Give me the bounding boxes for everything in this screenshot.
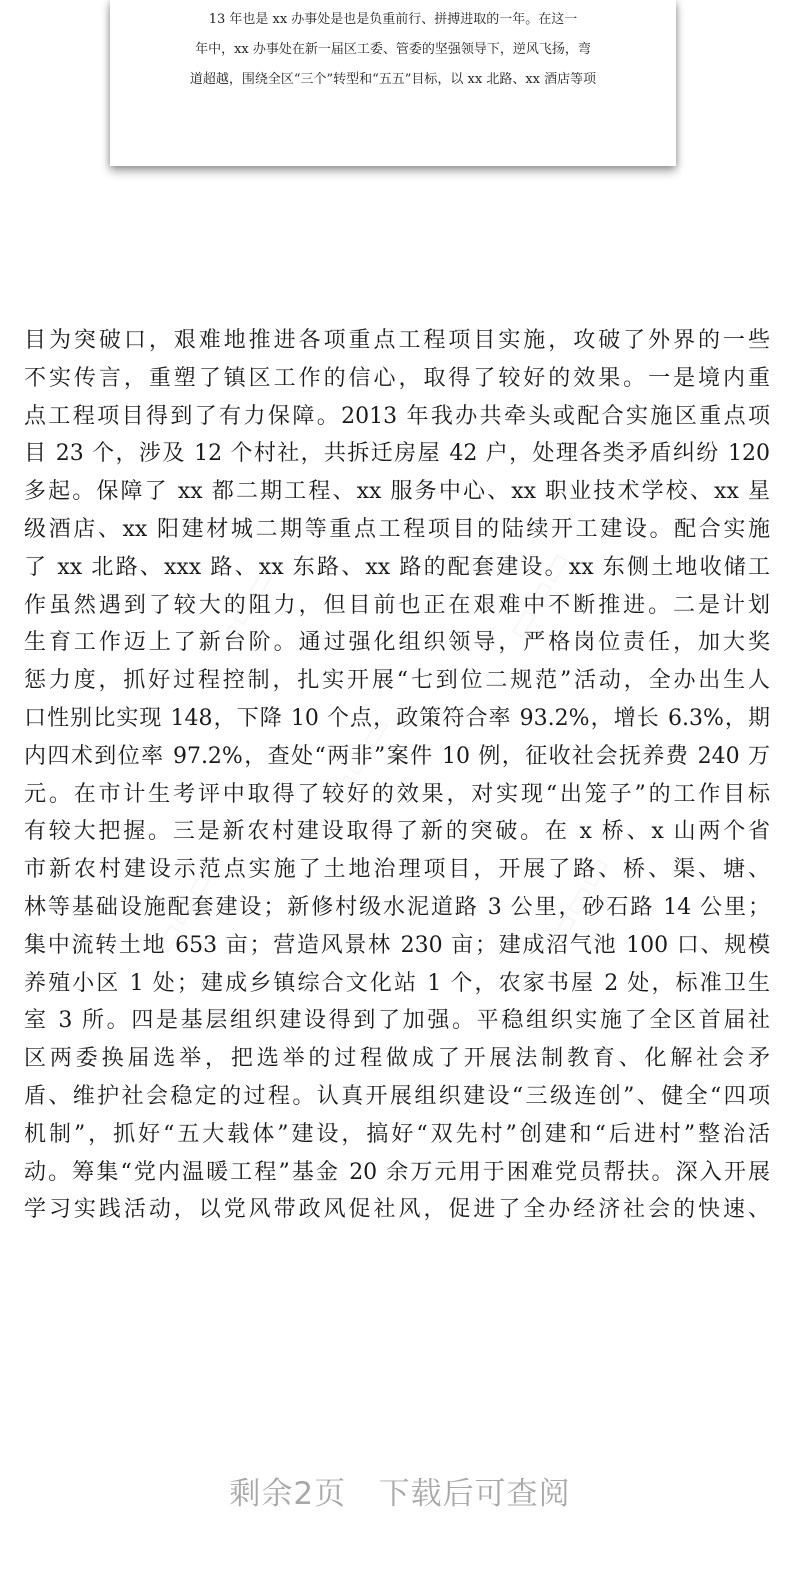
document-line: 市新农村建设示范点实施了土地治理项目，开展了路、桥、渠、塘、	[24, 857, 770, 883]
document-line: 林等基础设施配套建设；新修村级水泥道路 3 公里，砂石路 14 公里；	[24, 894, 770, 920]
document-line: 机制”，抓好“五大载体”建设，搞好“双先村”创建和“后进村”整治活	[24, 1121, 770, 1147]
remaining-pages-note[interactable]: 剩余2页 下载后可查阅	[229, 1476, 571, 1512]
document-line: 目 23 个，涉及 12 个村社，共拆迁房屋 42 户，处理各类矛盾纠纷 120	[24, 441, 770, 467]
document-line: 集中流转土地 653 亩；营造风景林 230 亩；建成沼气池 100 口、规模	[24, 932, 770, 958]
document-line: 动。筹集“党内温暖工程”基金 20 余万元用于困难党员帮扶。深入开展	[24, 1159, 770, 1185]
document-line: 作虽然遇到了较大的阻力，但目前也正在艰难中不断推进。二是计划	[24, 592, 770, 618]
preview-line: 13 年也是 xx 办事处是也是负重前行、拼搏进取的一年。在这一	[208, 12, 578, 27]
document-line: 学习实践活动，以党风带政风促社风，促进了全办经济社会的快速、	[24, 1197, 770, 1223]
document-line: 了 xx 北路、xxx 路、xx 东路、xx 路的配套建设。xx 东侧土地收储工	[24, 554, 770, 580]
document-line: 生育工作迈上了新台阶。通过强化组织领导，严格岗位责任，加大奖	[24, 630, 770, 656]
preview-line: 道超越，围绕全区“三个”转型和“五五”目标，以 xx 北路、xx 酒店等项	[189, 72, 597, 87]
document-line: 室 3 所。四是基层组织建设得到了加强。平稳组织实施了全区首届社	[24, 1008, 770, 1034]
preview-line: 年中，xx 办事处在新一届区工委、管委的坚强领导下，逆风飞扬，弯	[195, 42, 591, 57]
document-line: 养殖小区 1 处；建成乡镇综合文化站 1 个，农家书屋 2 处，标准卫生	[24, 970, 770, 996]
document-line: 级酒店、xx 阳建材城二期等重点工程项目的陆续开工建设。配合实施	[24, 516, 770, 542]
document-line: 区两委换届选举，把选举的过程做成了开展法制教育、化解社会矛	[24, 1046, 770, 1072]
document-line: 惩力度，抓好过程控制，扎实开展“七到位二规范”活动，全办出生人	[24, 668, 770, 694]
document-line: 有较大把握。三是新农村建设取得了新的突破。在 x 桥、x 山两个省	[24, 819, 770, 845]
document-line: 点工程项目得到了有力保障。2013 年我办共牵头或配合实施区重点项	[24, 403, 770, 429]
document-body	[24, 322, 770, 1229]
document-line: 多起。保障了 xx 都二期工程、xx 服务中心、xx 职业技术学校、xx 星	[24, 479, 770, 505]
document-line: 内四术到位率 97.2%，查处“两非”案件 10 例，征收社会抚养费 240 万	[24, 743, 770, 769]
document-line: 不实传言，重塑了镇区工作的信心，取得了较好的效果。一是境内重	[24, 365, 770, 391]
document-line: 目为突破口，艰难地推进各项重点工程项目实施，攻破了外界的一些	[24, 328, 770, 353]
document-line: 元。在市计生考评中取得了较好的效果，对实现“出笼子”的工作目标	[24, 781, 770, 807]
preview-card	[110, 0, 676, 166]
document-line: 口性别比实现 148，下降 10 个点，政策符合率 93.2%，增长 6.3%，期	[24, 705, 770, 731]
document-line: 盾、维护社会稳定的过程。认真开展组织建设“三级连创”、健全“四项	[24, 1083, 770, 1109]
